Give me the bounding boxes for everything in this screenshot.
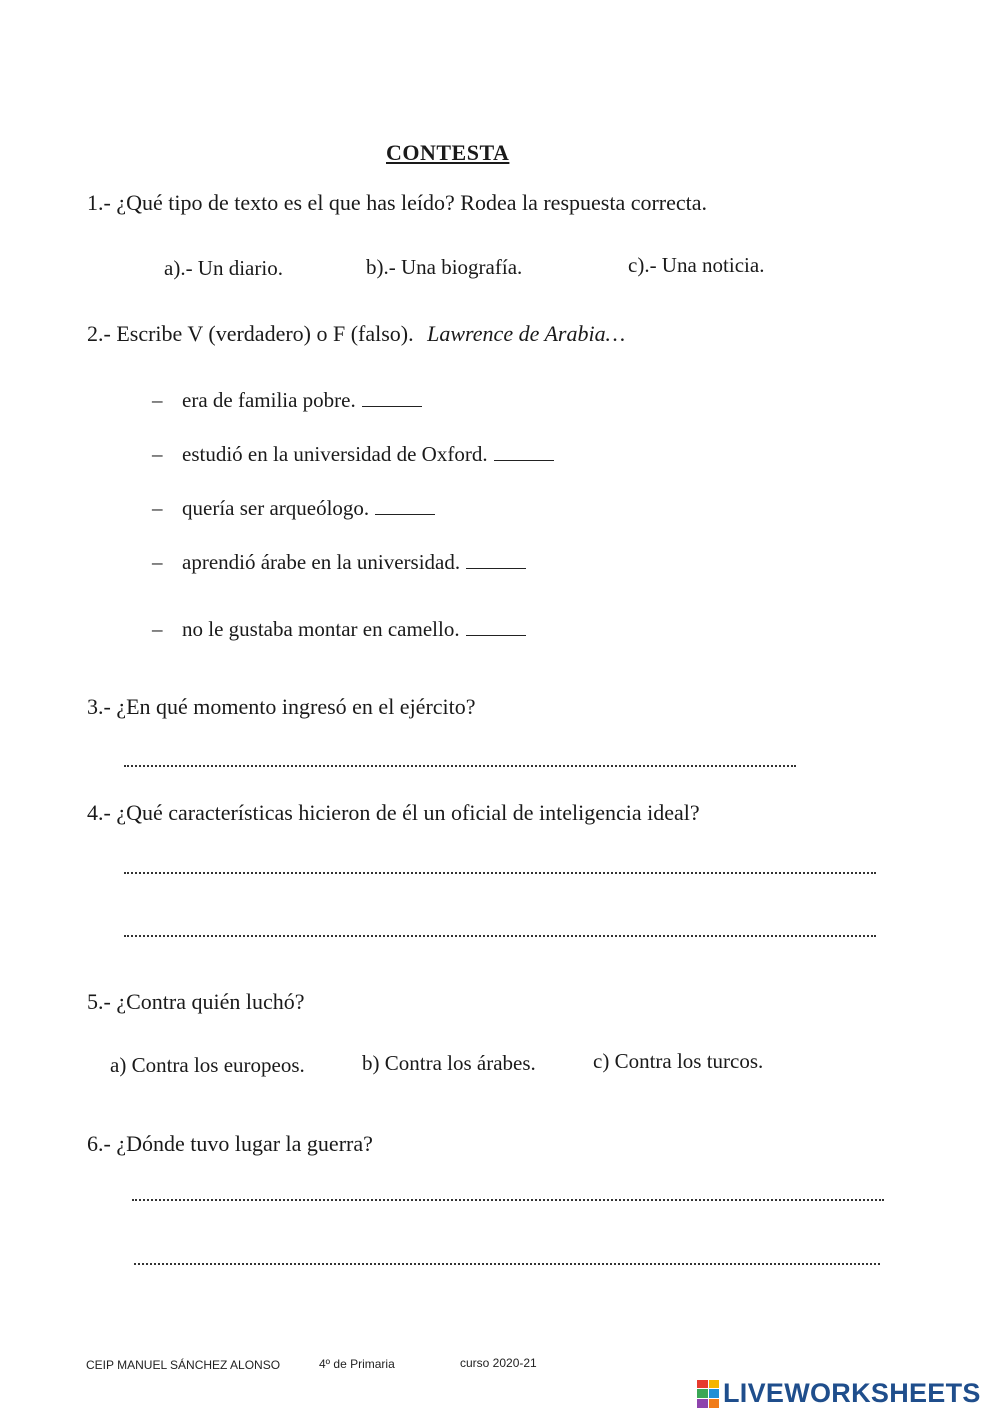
question-5: 5.- ¿Contra quién luchó? — [87, 989, 305, 1014]
question-2-text: 2.- Escribe V (verdadero) o F (falso). — [87, 321, 414, 346]
q1-option-b[interactable]: b).- Una biografía. — [366, 255, 523, 279]
dash: – — [152, 442, 163, 466]
tf-item-text: era de familia pobre. — [182, 388, 356, 412]
answer-line-4a[interactable] — [124, 872, 876, 874]
tf-item-5 — [152, 617, 526, 642]
answer-line-4b[interactable] — [124, 935, 876, 937]
q5-option-a[interactable]: a) Contra los europeos. — [110, 1053, 305, 1077]
tf-answer-blank[interactable] — [375, 496, 435, 515]
brand-watermark[interactable] — [697, 1378, 981, 1409]
answer-line-6a[interactable] — [132, 1199, 884, 1201]
question-1: 1.- ¿Qué tipo de texto es el que has leído? Rodea la respuesta correcta. — [87, 190, 708, 215]
brand-name: LIVEWORKSHEETS — [723, 1378, 981, 1408]
answer-line-6b[interactable] — [134, 1263, 880, 1265]
footer-grade: 4º de Primaria — [319, 1357, 395, 1371]
tf-answer-blank[interactable] — [362, 388, 422, 407]
dash: – — [152, 388, 163, 412]
tf-item-1 — [152, 388, 422, 413]
dash: – — [152, 496, 163, 520]
tf-item-text: aprendió árabe en la universidad. — [182, 550, 461, 574]
footer-course: curso 2020-21 — [460, 1356, 537, 1370]
tf-answer-blank[interactable] — [466, 550, 526, 569]
answer-line-3[interactable] — [124, 765, 796, 767]
brand-logo-icon — [697, 1380, 719, 1408]
q5-option-b[interactable]: b) Contra los árabes. — [362, 1051, 536, 1075]
tf-item-3 — [152, 496, 435, 521]
tf-item-text: no le gustaba montar en camello. — [182, 617, 460, 641]
tf-answer-blank[interactable] — [466, 617, 526, 636]
page-title: CONTESTA — [386, 140, 510, 165]
dash: – — [152, 550, 163, 574]
footer-school: CEIP MANUEL SÁNCHEZ ALONSO — [86, 1358, 281, 1372]
q1-option-c[interactable]: c).- Una noticia. — [628, 253, 765, 277]
question-6: 6.- ¿Dónde tuvo lugar la guerra? — [87, 1131, 373, 1156]
tf-item-text: quería ser arqueólogo. — [182, 496, 370, 520]
tf-item-text: estudió en la universidad de Oxford. — [182, 442, 488, 466]
question-3: 3.- ¿En qué momento ingresó en el ejército? — [87, 694, 476, 719]
tf-item-4 — [152, 550, 526, 575]
question-2 — [87, 321, 625, 347]
q5-option-c[interactable]: c) Contra los turcos. — [593, 1049, 764, 1073]
q1-option-a[interactable]: a).- Un diario. — [164, 256, 283, 280]
question-4: 4.- ¿Qué características hicieron de él un oficial de inteligencia ideal? — [87, 800, 700, 825]
tf-item-2 — [152, 442, 554, 467]
tf-answer-blank[interactable] — [494, 442, 554, 461]
dash: – — [152, 617, 163, 641]
question-2-subject: Lawrence de Arabia… — [427, 321, 626, 346]
